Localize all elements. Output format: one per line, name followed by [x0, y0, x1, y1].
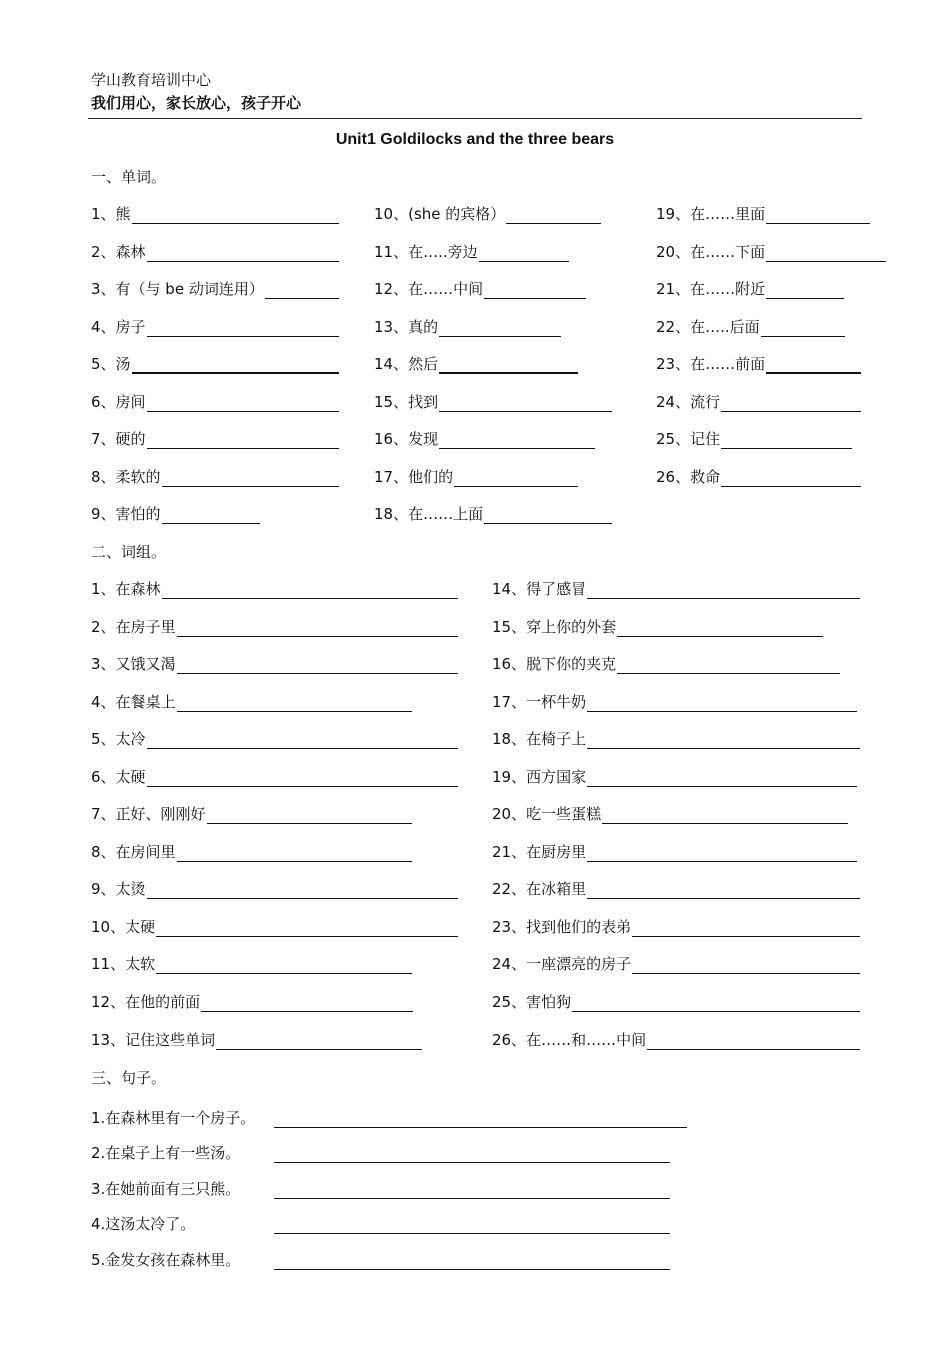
header-divider [88, 118, 862, 119]
word-label: 3、有（与 be 动词连用） [91, 280, 264, 298]
word-label: 14、然后 [374, 355, 439, 373]
word-label: 1、熊 [91, 205, 131, 223]
phrase-answer-blank[interactable] [602, 808, 848, 824]
phrase-label: 10、太硬 [91, 918, 156, 936]
word-item [374, 317, 561, 337]
word-label: 11、在…..旁边 [374, 243, 478, 261]
phrase-item [492, 842, 857, 862]
word-item [91, 429, 339, 449]
word-item [656, 467, 861, 487]
word-item [656, 392, 861, 412]
page-title: Unit1 Goldilocks and the three bears [335, 131, 615, 148]
word-answer-blank[interactable] [147, 321, 339, 337]
word-item [91, 392, 339, 412]
phrase-label: 15、穿上你的外套 [492, 618, 617, 636]
sentence-item [91, 1214, 670, 1234]
phrase-item [492, 692, 857, 712]
word-label: 26、救命 [656, 468, 721, 486]
phrase-item [492, 617, 823, 637]
word-answer-blank[interactable] [439, 321, 561, 337]
word-item [656, 354, 861, 374]
word-item [374, 354, 578, 374]
word-answer-blank[interactable] [439, 396, 612, 412]
phrase-answer-blank[interactable] [617, 658, 840, 674]
phrase-answer-blank[interactable] [147, 733, 458, 749]
phrase-item [91, 654, 458, 674]
sentence-item [91, 1179, 670, 1199]
sentence-label: 5.金发女孩在森林里。 [91, 1251, 241, 1269]
word-label: 6、房间 [91, 393, 146, 411]
word-item [91, 242, 339, 262]
phrase-item [91, 767, 458, 787]
phrase-label: 17、一杯牛奶 [492, 693, 587, 711]
phrase-item [492, 1030, 860, 1050]
word-answer-blank[interactable] [265, 283, 339, 299]
section-heading-phrases: 二、词组。 [91, 543, 167, 561]
word-label: 25、记住 [656, 430, 721, 448]
phrase-label: 20、吃一些蛋糕 [492, 805, 602, 823]
sentence-item [91, 1250, 670, 1270]
word-label: 9、害怕的 [91, 505, 161, 523]
phrase-item [91, 917, 458, 937]
sentence-item [91, 1108, 687, 1128]
phrase-item [91, 954, 412, 974]
phrase-label: 8、在房间里 [91, 843, 176, 861]
word-label: 10、(she 的宾格） [374, 205, 506, 223]
phrase-answer-blank[interactable] [587, 696, 857, 712]
word-label: 17、他们的 [374, 468, 454, 486]
word-item [656, 204, 870, 224]
phrase-answer-blank[interactable] [201, 996, 413, 1012]
phrase-answer-blank[interactable] [572, 996, 860, 1012]
phrase-answer-blank[interactable] [587, 846, 857, 862]
word-answer-blank[interactable] [766, 357, 861, 374]
org-name: 学山教育培训中心 [91, 71, 212, 89]
word-item [91, 279, 339, 299]
word-label: 12、在……中间 [374, 280, 484, 298]
phrase-label: 12、在他的前面 [91, 993, 201, 1011]
phrase-answer-blank[interactable] [587, 771, 857, 787]
word-item [374, 467, 578, 487]
phrase-label: 2、在房子里 [91, 618, 176, 636]
phrase-label: 24、一座漂亮的房子 [492, 955, 632, 973]
section-heading-sentences: 三、句子。 [91, 1069, 167, 1087]
phrase-item [91, 1030, 422, 1050]
sentence-answer-blank[interactable] [274, 1183, 670, 1199]
sentence-answer-blank[interactable] [274, 1112, 687, 1128]
word-answer-blank[interactable] [484, 508, 612, 524]
word-answer-blank[interactable] [479, 246, 569, 262]
phrase-label: 1、在森林 [91, 580, 161, 598]
phrase-item [91, 692, 412, 712]
word-item [91, 354, 339, 374]
word-item [374, 504, 612, 524]
phrase-label: 19、西方国家 [492, 768, 587, 786]
phrase-answer-blank[interactable] [216, 1034, 422, 1050]
word-answer-blank[interactable] [721, 471, 861, 487]
phrase-label: 5、太冷 [91, 730, 146, 748]
word-label: 23、在……前面 [656, 355, 766, 373]
phrase-item [492, 729, 860, 749]
phrase-answer-blank[interactable] [587, 733, 860, 749]
word-label: 15、找到 [374, 393, 439, 411]
word-label: 24、流行 [656, 393, 721, 411]
word-answer-blank[interactable] [439, 433, 595, 449]
phrase-item [492, 992, 860, 1012]
word-item [374, 204, 601, 224]
phrase-answer-blank[interactable] [156, 921, 458, 937]
sentence-answer-blank[interactable] [274, 1254, 670, 1270]
sentence-answer-blank[interactable] [274, 1147, 670, 1163]
phrase-label: 21、在厨房里 [492, 843, 587, 861]
phrase-answer-blank[interactable] [147, 883, 458, 899]
word-item [656, 242, 886, 262]
phrase-label: 23、找到他们的表弟 [492, 918, 632, 936]
phrase-label: 18、在椅子上 [492, 730, 587, 748]
sentence-label: 4.这汤太冷了。 [91, 1215, 196, 1233]
phrase-answer-blank[interactable] [177, 658, 458, 674]
phrase-answer-blank[interactable] [617, 621, 823, 637]
phrase-answer-blank[interactable] [177, 846, 412, 862]
phrase-answer-blank[interactable] [177, 621, 458, 637]
word-label: 13、真的 [374, 318, 439, 336]
slogan: 我们用心，家长放心，孩子开心 [91, 94, 302, 112]
phrase-answer-blank[interactable] [147, 771, 458, 787]
phrase-answer-blank[interactable] [156, 958, 412, 974]
phrase-label: 22、在冰箱里 [492, 880, 587, 898]
word-item [656, 429, 852, 449]
word-item [656, 317, 845, 337]
sentence-label: 2.在桌子上有一些汤。 [91, 1144, 241, 1162]
phrase-label: 11、太软 [91, 955, 156, 973]
phrase-item [91, 579, 458, 599]
phrase-answer-blank[interactable] [632, 921, 860, 937]
phrase-answer-blank[interactable] [177, 696, 412, 712]
word-label: 8、柔软的 [91, 468, 161, 486]
sentence-item [91, 1143, 670, 1163]
word-item [91, 504, 260, 524]
word-item [374, 279, 586, 299]
word-answer-blank[interactable] [132, 208, 339, 224]
phrase-label: 7、正好、刚刚好 [91, 805, 206, 823]
phrase-item [492, 804, 848, 824]
word-label: 22、在…..后面 [656, 318, 760, 336]
word-answer-blank[interactable] [162, 471, 339, 487]
word-answer-blank[interactable] [506, 208, 601, 224]
word-answer-blank[interactable] [147, 246, 339, 262]
word-label: 5、汤 [91, 355, 131, 373]
phrase-item [91, 804, 412, 824]
word-answer-blank[interactable] [484, 283, 586, 299]
phrase-label: 9、太烫 [91, 880, 146, 898]
word-item [656, 279, 844, 299]
phrase-label: 4、在餐桌上 [91, 693, 176, 711]
word-item [374, 429, 595, 449]
section-heading-words: 一、单词。 [91, 168, 167, 186]
word-answer-blank[interactable] [766, 208, 870, 224]
word-item [91, 467, 339, 487]
phrase-item [492, 917, 860, 937]
phrase-item [492, 654, 840, 674]
word-label: 7、硬的 [91, 430, 146, 448]
sentence-answer-blank[interactable] [274, 1218, 670, 1234]
phrase-item [492, 767, 857, 787]
phrase-label: 14、得了感冒 [492, 580, 587, 598]
word-label: 21、在……附近 [656, 280, 766, 298]
phrase-label: 16、脱下你的夹克 [492, 655, 617, 673]
phrase-item [91, 992, 413, 1012]
phrase-label: 3、又饿又渴 [91, 655, 176, 673]
sentence-label: 3.在她前面有三只熊。 [91, 1180, 241, 1198]
phrase-answer-blank[interactable] [207, 808, 412, 824]
phrase-item [91, 879, 458, 899]
phrase-item [91, 729, 458, 749]
word-label: 20、在……下面 [656, 243, 766, 261]
phrase-label: 6、太硬 [91, 768, 146, 786]
word-answer-blank[interactable] [766, 283, 844, 299]
phrase-item [91, 842, 412, 862]
phrase-answer-blank[interactable] [162, 583, 458, 599]
word-item [374, 242, 569, 262]
phrase-label: 26、在……和……中间 [492, 1031, 647, 1049]
word-label: 2、森林 [91, 243, 146, 261]
sentence-label: 1.在森林里有一个房子。 [91, 1109, 256, 1127]
phrase-answer-blank[interactable] [587, 583, 860, 599]
phrase-answer-blank[interactable] [647, 1034, 860, 1050]
phrase-answer-blank[interactable] [587, 883, 860, 899]
phrase-item [492, 579, 860, 599]
phrase-label: 13、记住这些单词 [91, 1031, 216, 1049]
word-label: 19、在……里面 [656, 205, 766, 223]
word-answer-blank[interactable] [766, 246, 886, 262]
word-answer-blank[interactable] [132, 357, 339, 374]
phrase-label: 25、害怕狗 [492, 993, 572, 1011]
phrase-item [91, 617, 458, 637]
word-item [91, 204, 339, 224]
word-label: 18、在……上面 [374, 505, 484, 523]
word-answer-blank[interactable] [761, 321, 845, 337]
word-item [91, 317, 339, 337]
phrase-item [492, 879, 860, 899]
word-answer-blank[interactable] [439, 357, 578, 374]
word-answer-blank[interactable] [147, 433, 339, 449]
word-answer-blank[interactable] [454, 471, 578, 487]
word-item [374, 392, 612, 412]
word-label: 16、发现 [374, 430, 439, 448]
word-answer-blank[interactable] [147, 396, 339, 412]
word-answer-blank[interactable] [162, 508, 260, 524]
word-answer-blank[interactable] [721, 396, 861, 412]
phrase-item [492, 954, 860, 974]
word-label: 4、房子 [91, 318, 146, 336]
phrase-answer-blank[interactable] [632, 958, 860, 974]
word-answer-blank[interactable] [721, 433, 852, 449]
